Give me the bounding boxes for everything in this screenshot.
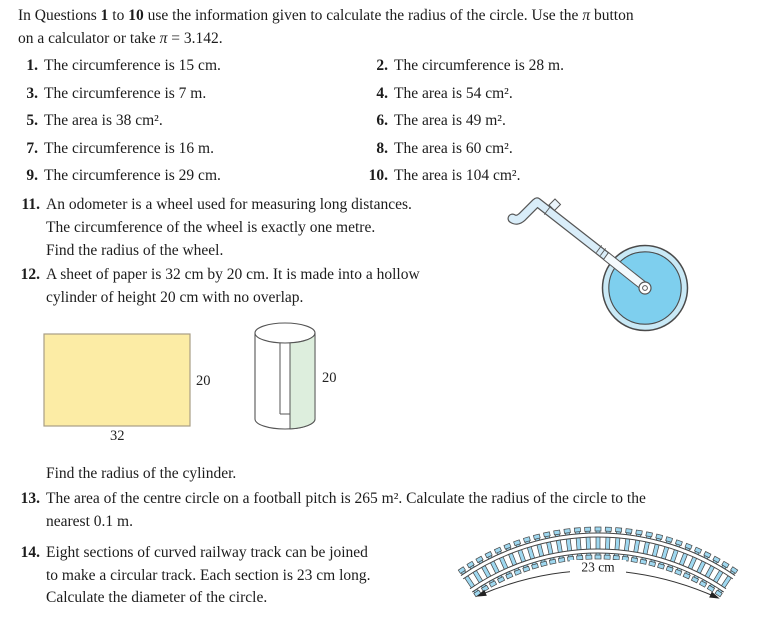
question-text: The area is 49 m². [394,112,506,129]
question-number: 13. [20,490,40,507]
question-text: The area is 54 cm². [394,84,513,102]
cylinder-height-label: 20 [322,370,337,386]
question-8 [354,140,513,157]
question-number: 8. [376,139,388,157]
questions-1-10-grid [0,57,774,184]
pi-symbol: π [159,30,168,47]
question-range-end: 10 [128,7,144,24]
wheel-axle [643,286,648,291]
question-number: 5. [26,112,38,129]
question-text: The circumference is 15 cm. [44,57,221,74]
question-text: nearest 0.1 m. [46,513,133,530]
question-number: 9. [26,167,38,184]
question-number: 14. [20,544,40,561]
question-12-followup: Find the radius of the cylinder. [46,465,237,482]
question-row [0,140,774,157]
odometer-wheel-figure [495,193,700,343]
intro-text: = 3.142. [167,30,223,47]
question-lines [46,193,412,262]
intro-text: on a calculator or take [18,30,160,47]
question-range-start: 1 [100,7,109,24]
question-11 [14,193,412,262]
question-text: An odometer is a wheel used for measuring long distances. [46,196,412,213]
cylinder-shaded-strip [290,333,315,429]
intro-text: button [590,7,634,24]
question-text: The circumference is 7 m. [44,84,207,102]
question-12 [14,263,420,309]
question-number: 6. [376,112,388,129]
question-2 [354,57,564,74]
intro-paragraph [18,4,766,50]
question-text: Find the radius of the wheel. [46,242,224,259]
question-10 [354,167,520,184]
question-text: A sheet of paper is 32 cm by 20 cm. It is made into a hollow [46,266,420,283]
question-5 [14,112,354,129]
question-4 [354,85,513,102]
rectangle-height-label: 20 [196,373,211,389]
question-number: 4. [376,84,388,102]
question-text: to make a circular track. Each section is 23 cm long. [46,566,371,584]
question-9 [14,167,354,184]
question-lines [46,263,420,309]
question-text: The area is 60 cm². [394,139,513,157]
intro-line-1 [18,4,766,27]
cylinder-figure [246,318,326,434]
question-text: The circumference of the wheel is exactly one metre. [46,219,376,236]
intro-line-2 [18,27,766,50]
intro-text: In Questions [18,7,101,24]
question-text: The circumference is 28 m. [394,57,564,74]
wheel-grip [513,203,537,220]
question-number: 10. [368,167,388,184]
paper-rectangle [44,334,190,426]
rectangle-width-label: 32 [110,428,125,444]
question-text: The area is 104 cm². [394,167,521,184]
question-text: The circumference is 29 cm. [44,167,221,184]
intro-text: to [108,7,129,24]
pi-symbol: π [582,7,591,24]
question-number: 2. [376,57,388,74]
question-text: Eight sections of curved railway track can be joined [46,544,368,561]
question-text: cylinder of height 20 cm with no overlap. [46,289,304,306]
question-text: The area is 38 cm². [44,112,163,129]
question-number: 3. [26,84,38,102]
question-6 [354,112,506,129]
railway-track-figure [450,520,760,615]
question-14 [14,542,371,610]
question-text: Calculate the diameter of the circle. [46,589,268,606]
question-row [0,167,774,184]
question-7 [14,140,354,157]
question-lines [46,542,371,610]
question-3 [14,85,354,102]
question-row [0,57,774,74]
question-number: 7. [26,139,38,157]
question-number: 11. [21,196,40,213]
question-text: The area of the centre circle on a football pitch is 265 m². Calculate the radius of the circle to the [46,490,646,507]
paper-rectangle-figure [42,332,194,430]
intro-text: use the information given to calculate the radius of the circle. Use the [143,7,583,24]
question-text: The circumference is 16 m. [44,139,214,157]
question-1 [14,57,354,74]
question-number: 12. [20,266,40,283]
question-number: 1. [26,57,38,74]
question-row [0,85,774,102]
track-dimension-label: 23 cm [581,559,615,575]
question-row [0,112,774,129]
